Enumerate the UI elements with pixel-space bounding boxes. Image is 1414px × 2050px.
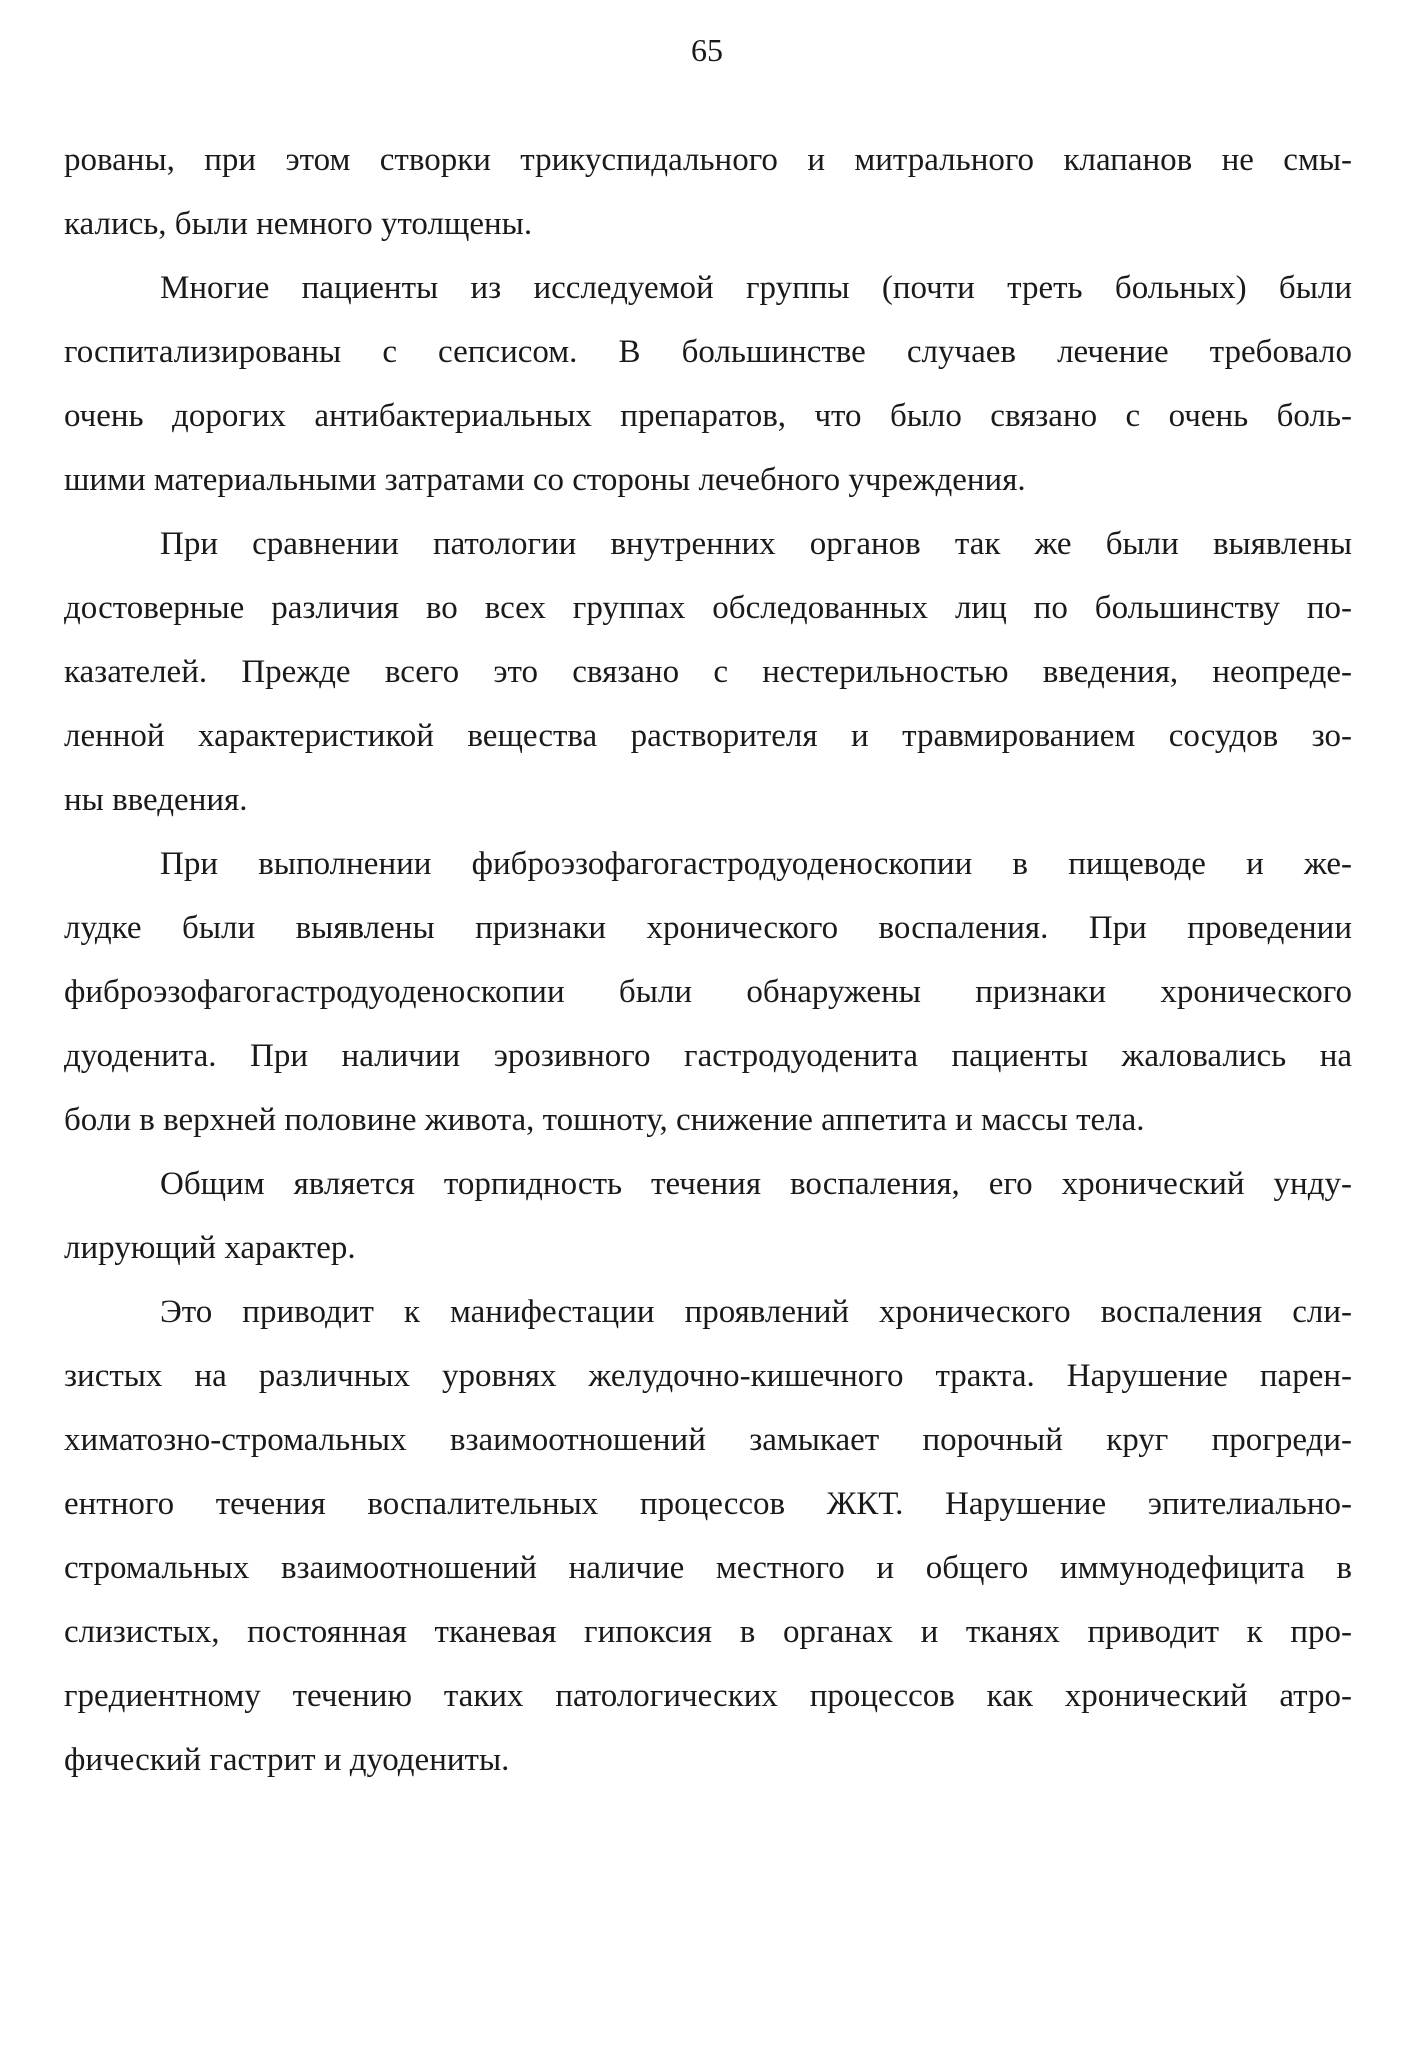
text-line: стромальных взаимоотношений наличие местного и общего иммунодефицита в [64,1550,1352,1586]
text-line: кались, были немного утолщены. [64,206,533,242]
paragraph [64,1152,1352,1280]
text-line: слизистых, постоянная тканевая гипоксия в органах и тканях приводит к про- [64,1614,1352,1650]
text-line: Многие пациенты из исследуемой группы (почти треть больных) были [160,270,1352,306]
text-line: казателей. Прежде всего это связано с нестерильностью введения, неопреде- [64,654,1352,690]
text-line: ленной характеристикой вещества растворителя и травмированием сосудов зо- [64,718,1352,754]
paragraph [64,256,1352,512]
text-line: химатозно-стромальных взаимоотношений замыкает порочный круг прогреди- [64,1422,1352,1458]
page-number: 65 [691,32,723,68]
text-line: При сравнении патологии внутренних органов так же были выявлены [160,526,1352,562]
text-line: фиброэзофагогастродуоденоскопии были обнаружены признаки хронического [64,974,1352,1010]
text-line: очень дорогих антибактериальных препаратов, что было связано с очень боль- [64,398,1352,434]
paragraph [64,832,1352,1152]
text-line: ны введения. [64,782,248,818]
text-line: лирующий характер. [64,1230,356,1266]
text-line: При выполнении фиброэзофагогастродуоденоскопии в пищеводе и же- [160,846,1352,882]
text-line: достоверные различия во всех группах обследованных лиц по большинству по- [64,590,1352,626]
text-line: фический гастрит и дуодениты. [64,1742,510,1778]
text-line: боли в верхней половине живота, тошноту, снижение аппетита и массы тела. [64,1102,1145,1138]
text-line: лудке были выявлены признаки хронического воспаления. При проведении [64,910,1352,946]
text-line: шими материальными затратами со стороны лечебного учреждения. [64,462,1026,498]
text-line: зистых на различных уровнях желудочно-кишечного тракта. Нарушение парен- [64,1358,1352,1394]
body-text [64,128,1352,1792]
paragraph [64,128,1352,256]
text-line: Общим является торпидность течения воспаления, его хронический унду- [160,1166,1352,1202]
text-line: госпитализированы с сепсисом. В большинстве случаев лечение требовало [64,334,1352,370]
text-line: ентного течения воспалительных процессов ЖКТ. Нарушение эпителиально- [64,1486,1352,1522]
text-line: Это приводит к манифестации проявлений хронического воспаления сли- [160,1294,1352,1330]
paragraph [64,1280,1352,1792]
paragraph [64,512,1352,832]
text-line: дуоденита. При наличии эрозивного гастродуоденита пациенты жаловались на [64,1038,1352,1074]
text-line: рованы, при этом створки трикуспидального и митрального клапанов не смы- [64,142,1352,178]
text-line: грeдиентному течению таких патологических процессов как хронический атро- [64,1678,1352,1714]
